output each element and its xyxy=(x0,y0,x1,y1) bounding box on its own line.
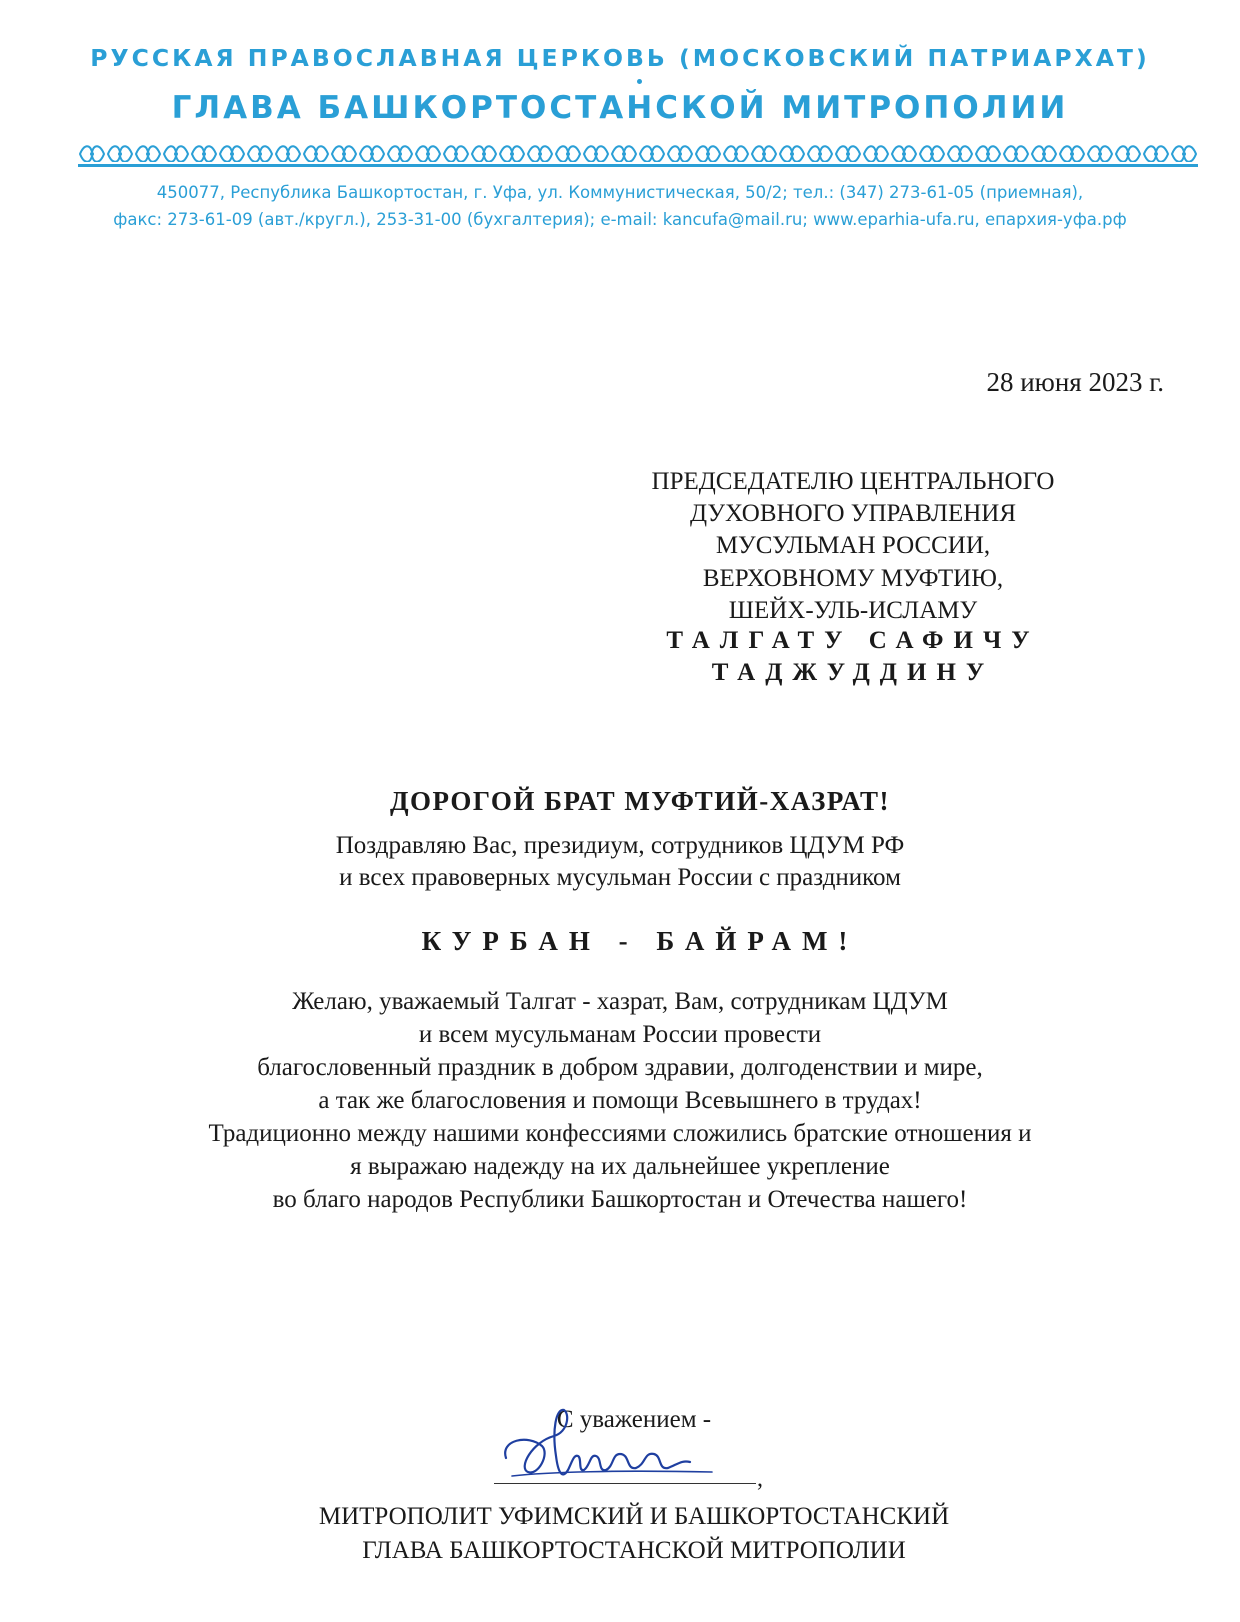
closing-line: МИТРОПОЛИТ УФИМСКИЙ И БАШКОРТОСТАНСКИЙ xyxy=(318,1503,950,1530)
recipient-name-line-1: ТАЛГАТУ САФИЧУ xyxy=(666,627,1040,654)
body-line: а так же благословения и помощи Всевышнего в трудах! xyxy=(318,1087,922,1114)
recipient-line: ВЕРХОВНОМУ МУФТИЮ, xyxy=(702,565,1004,592)
closing-line: ГЛАВА БАШКОРТОСТАНСКОЙ МИТРОПОЛИИ xyxy=(362,1537,906,1564)
letterhead-title-line: ГЛАВА БАШКОРТОСТАНСКОЙ МИТРОПОЛИИ xyxy=(171,90,1069,126)
body-line: благословенный праздник в добром здравии, долгоденствии и мире, xyxy=(257,1054,983,1081)
body-line: Желаю, уважаемый Талгат - хазрат, Вам, сотрудникам ЦДУМ xyxy=(292,988,948,1015)
greeting-heading: ДОРОГОЙ БРАТ МУФТИЙ-ХАЗРАТ! xyxy=(389,786,890,816)
recipient-line: ДУХОВНОГО УПРАВЛЕНИЯ xyxy=(689,500,1017,527)
letterhead-divider-dot xyxy=(637,79,642,84)
body-line: я выражаю надежду на их дальнейшее укрепление xyxy=(350,1153,890,1180)
recipient-name-line-2: ТАДЖУДДИНУ xyxy=(711,659,995,686)
body-line: во благо народов Республики Башкортостан и Отечества нашего! xyxy=(272,1186,968,1213)
signature-comma: , xyxy=(757,1466,763,1492)
intro-line: Поздравляю Вас, президиум, сотрудников ЦДУМ РФ xyxy=(335,832,905,859)
regards-text: С уважением - xyxy=(556,1406,712,1433)
ornament-border xyxy=(78,140,1198,168)
letter-date: 28 июня 2023 г. xyxy=(986,367,1164,397)
holiday-name: КУРБАН - БАЙРАМ! xyxy=(421,926,859,956)
recipient-line: МУСУЛЬМАН РОССИИ, xyxy=(715,532,991,559)
recipient-line: ПРЕДСЕДАТЕЛЮ ЦЕНТРАЛЬНОГО xyxy=(651,468,1055,495)
body-line: и всем мусульманам России провести xyxy=(418,1021,822,1048)
recipient-line: ШЕЙХ-УЛЬ-ИСЛАМУ xyxy=(728,597,978,624)
signature-line xyxy=(494,1483,756,1484)
intro-line: и всех правоверных мусульман России с праздником xyxy=(339,864,901,891)
letterhead-org-line: РУССКАЯ ПРАВОСЛАВНАЯ ЦЕРКОВЬ (МОСКОВСКИЙ ПАТРИАРХАТ) xyxy=(90,44,1150,72)
body-line: Традиционно между нашими конфессиями сложились братские отношения и xyxy=(208,1120,1032,1147)
letterhead-address-line-1: 450077, Республика Башкортостан, г. Уфа, ул. Коммунистическая, 50/2; тел.: (347) 273-61-05 (приемная), xyxy=(156,183,1084,202)
letterhead-address-line-2: факс: 273-61-09 (авт./кругл.), 253-31-00 (бухгалтерия); e-mail: kancufa@mail.ru; www.eparhia-ufa.ru, епархия-уфа.рф xyxy=(113,210,1127,229)
